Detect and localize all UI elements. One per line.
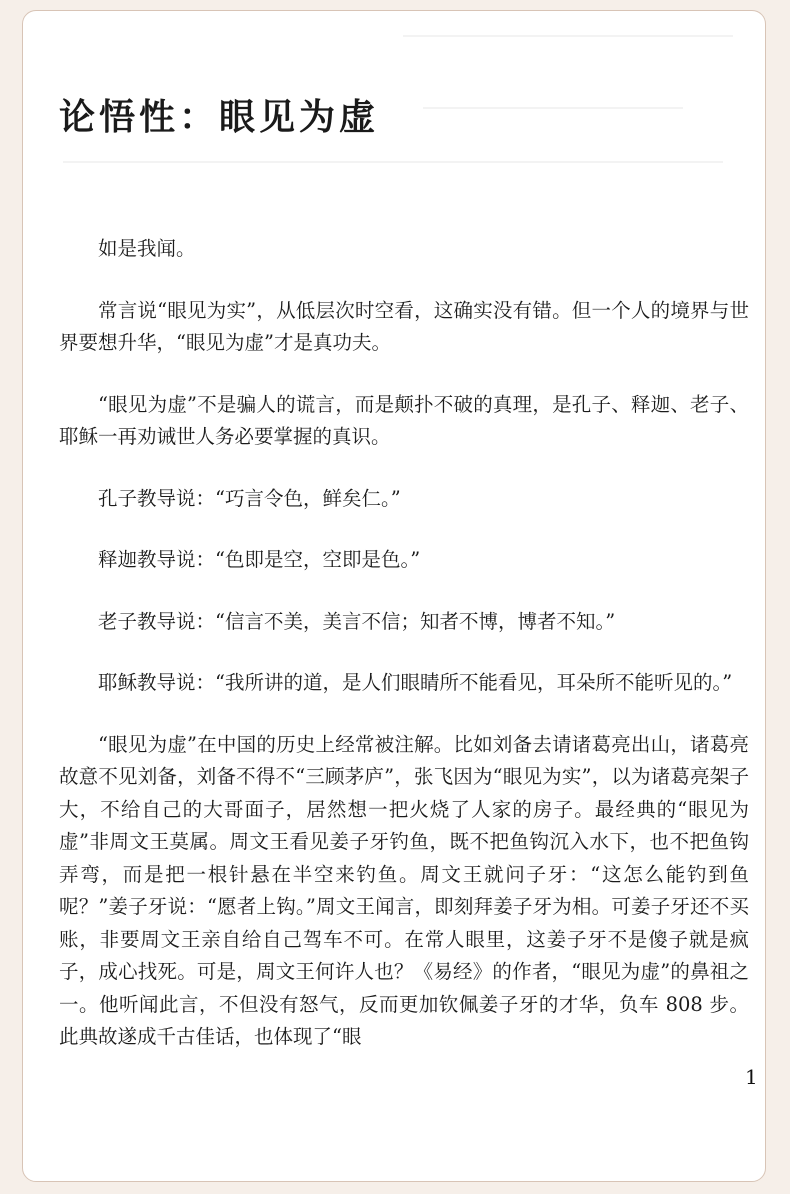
chapter-title: 论悟性：眼见为虚 (59, 96, 380, 138)
paragraph: 耶稣教导说：“我所讲的道，是人们眼睛所不能看见，耳朵所不能听见的。” (98, 671, 733, 694)
bleed-through-line (403, 35, 733, 37)
paragraph: 释迦教导说：“色即是空，空即是色。” (98, 548, 421, 571)
paragraph: “眼见为虚”在中国的历史上经常被注解。比如刘备去请诸葛亮出山，诸葛亮故意不见刘备，刘备不得不“三顾茅庐”，张飞因为“眼见为实”，以为诸葛亮架子大，不给自己的大哥面子，居然想一把火烧了人家的房子。最经典的“眼见为虚”非周文王莫属。周文王看见姜子牙钓鱼，既不把鱼钩沉入水下，也不把鱼钩弄弯，而是把一根针悬在半空来钓鱼。周文王就问子牙：“这怎么能钓到鱼呢？”姜子牙说：“愿者上钩。”周文王闻言，即刻拜姜子牙为相。可姜子牙还不买账，非要周文王亲自给自己驾车不可。在常人眼里，这姜子牙不是傻子就是疯子，成心找死。可是，周文王何许人也？《易经》的作者，“眼见为虚”的鼻祖之一。他听闻此言，不但没有怒气，反而更加钦佩姜子牙的才华，负车 808 步。此典故遂成千古佳话，也体现了“眼 (59, 732, 749, 1048)
paragraph: 如是我闻。 (98, 237, 196, 260)
body-text (59, 233, 749, 1083)
book-page (22, 10, 766, 1182)
bleed-through-line (423, 107, 683, 109)
paragraph: 老子教导说：“信言不美，美言不信；知者不博，博者不知。” (98, 609, 616, 633)
paragraph: 常言说“眼见为实”，从低层次时空看，这确实没有错。但一个人的境界与世界要想升华，“眼见为虚”才是真功夫。 (59, 298, 749, 354)
page-number: 1 (745, 1065, 758, 1089)
bleed-through-line (63, 161, 723, 163)
paragraph: 孔子教导说：“巧言令色，鲜矣仁。” (98, 486, 401, 510)
paragraph: “眼见为虚”不是骗人的谎言，而是颠扑不破的真理，是孔子、释迦、老子、耶稣一再劝诫世人务必要掌握的真识。 (59, 392, 749, 448)
